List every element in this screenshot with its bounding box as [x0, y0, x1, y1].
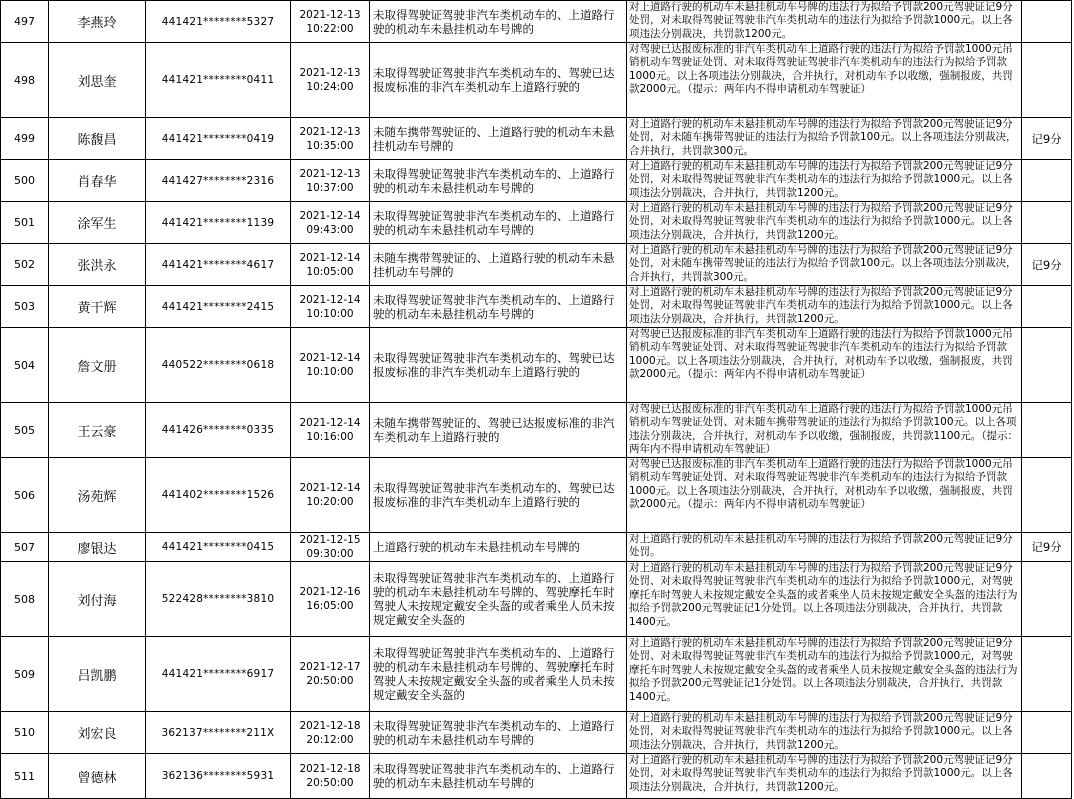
violation-datetime — [291, 637, 370, 712]
violation-description: 未随车携带驾驶证的、驾驶已达报废标准的非汽车类机动车上道路行驶的 — [370, 403, 627, 458]
person-name: 汤苑辉 — [49, 458, 146, 533]
violation-description: 未取得驾驶证驾驶非汽车类机动车的、上道路行驶的机动车未悬挂机动车号牌的 — [370, 1, 627, 43]
id-number: 441402********1526 — [146, 458, 291, 533]
violation-date: 2021-12-13 — [299, 167, 361, 180]
violation-time: 10:24:00 — [306, 81, 354, 93]
table-row — [1, 458, 1072, 533]
violation-description: 未取得驾驶证驾驶非汽车类机动车的、驾驶已达报废标准的非汽车类机动车上道路行驶的 — [370, 43, 627, 118]
table-row — [1, 1, 1072, 43]
violation-description: 未随车携带驾驶证的、上道路行驶的机动车未悬挂机动车号牌的 — [370, 118, 627, 160]
violation-time: 16:05:00 — [306, 600, 354, 612]
violation-description: 未取得驾驶证驾驶非汽车类机动车的、上道路行驶的机动车未悬挂机动车号牌的、驾驶摩托车时驾驶人未按规定戴安全头盔的或者乘坐人员未按规定戴安全头盔的 — [370, 637, 627, 712]
violation-date: 2021-12-14 — [299, 293, 361, 306]
table-row — [1, 403, 1072, 458]
violation-time: 10:37:00 — [306, 181, 354, 194]
violation-time: 20:50:00 — [306, 777, 354, 789]
person-name: 李燕玲 — [49, 1, 146, 43]
remark — [1022, 202, 1072, 244]
row-number: 502 — [1, 244, 49, 286]
row-number: 499 — [1, 118, 49, 160]
person-name: 肖春华 — [49, 160, 146, 202]
id-number: 441421********6917 — [146, 637, 291, 712]
violation-time: 10:20:00 — [306, 496, 354, 508]
person-name: 吕凯鹏 — [49, 637, 146, 712]
violation-description: 未取得驾驶证驾驶非汽车类机动车的、驾驶已达报废标准的非汽车类机动车上道路行驶的 — [370, 328, 627, 403]
row-number: 497 — [1, 1, 49, 43]
penalty-description: 对上道路行驶的机动车未悬挂机动车号牌的违法行为拟给予罚款200元驾驶证记9分处罚，对未取得驾驶证驾驶非汽车类机动车的违法行为拟给予罚款1000元。以上各项违法分别裁决，合并执行，共罚款1200元。 — [627, 286, 1022, 328]
remark — [1022, 754, 1072, 799]
penalty-description: 对驾驶已达报废标准的非汽车类机动车上道路行驶的违法行为拟给予罚款1000元吊销机动车驾驶证处罚、对未取得驾驶证驾驶非汽车类机动车的违法行为拟给予罚款1000元。以上各项违法分别裁决，合并执行，对机动车予以收缴，强制报废，共罚款2000元。（提示：两年内不得申请机动车驾驶证） — [627, 43, 1022, 118]
penalty-description: 对上道路行驶的机动车未悬挂机动车号牌的违法行为拟给予罚款200元驾驶证记9分处罚，对未取得驾驶证驾驶非汽车类机动车的违法行为拟给予罚款1000元。以上各项违法分别裁决，合并执行，共罚款1200元。 — [627, 160, 1022, 202]
penalty-description: 对上道路行驶的机动车未悬挂机动车号牌的违法行为拟给予罚款200元驾驶证记9分处罚，对未随车携带驾驶证的违法行为拟给予罚款100元。以上各项违法分别裁决，合并执行，共罚款300元。 — [627, 244, 1022, 286]
violation-date: 2021-12-15 — [299, 534, 361, 546]
person-name: 刘宏良 — [49, 712, 146, 754]
remark: 记9分 — [1022, 118, 1072, 160]
violation-description: 未取得驾驶证驾驶非汽车类机动车的、上道路行驶的机动车未悬挂机动车号牌的 — [370, 160, 627, 202]
penalty-description: 对上道路行驶的机动车未悬挂机动车号牌的违法行为拟给予罚款200元驾驶证记9分处罚，对未取得驾驶证驾驶非汽车类机动车的违法行为拟给予罚款1000元。以上各项违法分别裁决，合并执行，共罚款1200元。 — [627, 712, 1022, 754]
remark — [1022, 328, 1072, 403]
violation-date: 2021-12-14 — [299, 251, 361, 264]
id-number: 441421********1139 — [146, 202, 291, 244]
remark — [1022, 562, 1072, 637]
penalty-description: 对上道路行驶的机动车未悬挂机动车号牌的违法行为拟给予罚款200元驾驶证记9分处罚、对未取得驾驶证驾驶非汽车类机动车的违法行为拟给予罚款1000元，对驾驶摩托车时驾驶人未按规定戴安全头盔的或者乘坐人员未按规定戴安全头盔的违法行为拟给予罚款200元驾驶证记1分处罚。以上各项违法分别裁决，合并执行，共罚款1400元。 — [627, 562, 1022, 637]
row-number: 508 — [1, 562, 49, 637]
penalty-description: 对上道路行驶的机动车未悬挂机动车号牌的违法行为拟给予罚款200元驾驶证记9分处罚。 — [627, 533, 1022, 562]
id-number: 441421********0419 — [146, 118, 291, 160]
row-number: 501 — [1, 202, 49, 244]
violation-datetime — [291, 533, 370, 562]
violation-date: 2021-12-14 — [299, 209, 361, 222]
violation-time: 10:35:00 — [306, 139, 354, 152]
id-number: 441427********2316 — [146, 160, 291, 202]
violation-date: 2021-12-18 — [299, 763, 361, 775]
remark: 记9分 — [1022, 533, 1072, 562]
id-number: 522428********3810 — [146, 562, 291, 637]
row-number: 509 — [1, 637, 49, 712]
remark — [1022, 403, 1072, 458]
violation-time: 20:50:00 — [306, 675, 354, 687]
violation-datetime — [291, 1, 370, 43]
violation-time: 10:10:00 — [306, 366, 354, 378]
row-number: 498 — [1, 43, 49, 118]
violation-time: 10:16:00 — [306, 431, 354, 443]
row-number: 511 — [1, 754, 49, 799]
violation-time: 10:05:00 — [306, 265, 354, 278]
table-row — [1, 202, 1072, 244]
remark — [1022, 43, 1072, 118]
violation-date: 2021-12-14 — [299, 417, 361, 429]
violation-datetime — [291, 202, 370, 244]
row-number: 500 — [1, 160, 49, 202]
remark — [1022, 1, 1072, 43]
table-row — [1, 118, 1072, 160]
violation-date: 2021-12-18 — [299, 719, 361, 732]
violation-date: 2021-12-13 — [299, 125, 361, 138]
violation-datetime — [291, 458, 370, 533]
violation-date: 2021-12-13 — [299, 67, 361, 79]
table-row — [1, 43, 1072, 118]
violation-date: 2021-12-16 — [299, 586, 361, 598]
penalty-description: 对上道路行驶的机动车未悬挂机动车号牌的违法行为拟给予罚款200元驾驶证记9分处罚，对未取得驾驶证驾驶非汽车类机动车的违法行为拟给予罚款1000元。以上各项违法分别裁决，共罚款1200元。 — [627, 1, 1022, 43]
violation-description: 上道路行驶的机动车未悬挂机动车号牌的 — [370, 533, 627, 562]
remark — [1022, 286, 1072, 328]
penalty-description: 对驾驶已达报废标准的非汽车类机动车上道路行驶的违法行为拟给予罚款1000元吊销机动车驾驶证处罚、对未取得驾驶证驾驶非汽车类机动车的违法行为拟给予罚款1000元。以上各项违法分别裁决，合并执行，对机动车予以收缴，强制报废，共罚款2000元。（提示：两年内不得申请机动车驾驶证） — [627, 328, 1022, 403]
violation-datetime — [291, 160, 370, 202]
violation-description: 未取得驾驶证驾驶非汽车类机动车的、上道路行驶的机动车未悬挂机动车号牌的 — [370, 712, 627, 754]
id-number: 441421********2415 — [146, 286, 291, 328]
table-row — [1, 244, 1072, 286]
person-name: 张洪永 — [49, 244, 146, 286]
remark — [1022, 712, 1072, 754]
violation-description: 未随车携带驾驶证的、上道路行驶的机动车未悬挂机动车号牌的 — [370, 244, 627, 286]
person-name: 黄干辉 — [49, 286, 146, 328]
violation-time: 10:10:00 — [306, 307, 354, 320]
penalty-description: 对上道路行驶的机动车未悬挂机动车号牌的违法行为拟给予罚款200元驾驶证记9分处罚，对未取得驾驶证驾驶非汽车类机动车的违法行为拟给予罚款1000元。以上各项违法分别裁决，合并执行，共罚款1200元。 — [627, 754, 1022, 799]
violation-time: 09:43:00 — [306, 223, 354, 236]
remark — [1022, 637, 1072, 712]
table-row — [1, 286, 1072, 328]
row-number: 506 — [1, 458, 49, 533]
violation-datetime — [291, 712, 370, 754]
id-number: 441426********0335 — [146, 403, 291, 458]
person-name: 刘思奎 — [49, 43, 146, 118]
person-name: 涂军生 — [49, 202, 146, 244]
penalty-description: 对上道路行驶的机动车未悬挂机动车号牌的违法行为拟给予罚款200元驾驶证记9分处罚，对未取得驾驶证驾驶非汽车类机动车的违法行为拟给予罚款1000元。以上各项违法分别裁决，合并执行，共罚款1200元。 — [627, 202, 1022, 244]
person-name: 陈馥昌 — [49, 118, 146, 160]
remark — [1022, 160, 1072, 202]
table-row — [1, 712, 1072, 754]
violation-datetime — [291, 286, 370, 328]
violation-description: 未取得驾驶证驾驶非汽车类机动车的、上道路行驶的机动车未悬挂机动车号牌的 — [370, 754, 627, 799]
table-row — [1, 160, 1072, 202]
id-number: 440522********0618 — [146, 328, 291, 403]
violation-datetime — [291, 754, 370, 799]
penalty-description: 对驾驶已达报废标准的非汽车类机动车上道路行驶的违法行为拟给予罚款1000元吊销机动车驾驶证处罚、对未随车携带驾驶证的违法行为拟给予罚款100元。以上各项违法分别裁决，合并执行，对机动车予以收缴，强制报废，共罚款1100元。（提示：两年内不得申请机动车驾驶证） — [627, 403, 1022, 458]
id-number: 362136********5931 — [146, 754, 291, 799]
violation-datetime — [291, 118, 370, 160]
table-row — [1, 754, 1072, 799]
row-number: 503 — [1, 286, 49, 328]
person-name: 王云豪 — [49, 403, 146, 458]
remark — [1022, 458, 1072, 533]
violation-datetime — [291, 244, 370, 286]
id-number: 441421********0411 — [146, 43, 291, 118]
remark: 记9分 — [1022, 244, 1072, 286]
violation-datetime — [291, 43, 370, 118]
penalty-description: 对上道路行驶的机动车未悬挂机动车号牌的违法行为拟给予罚款200元驾驶证记9分处罚，对未随车携带驾驶证的违法行为拟给予罚款100元。以上各项违法分别裁决，合并执行，共罚款300元。 — [627, 118, 1022, 160]
person-name: 曾德林 — [49, 754, 146, 799]
table-row — [1, 562, 1072, 637]
table-row — [1, 637, 1072, 712]
violation-description: 未取得驾驶证驾驶非汽车类机动车的、上道路行驶的机动车未悬挂机动车号牌的、驾驶摩托车时驾驶人未按规定戴安全头盔的或者乘坐人员未按规定戴安全头盔的 — [370, 562, 627, 637]
table-row — [1, 328, 1072, 403]
row-number: 504 — [1, 328, 49, 403]
violation-time: 10:22:00 — [306, 22, 354, 35]
penalty-description: 对上道路行驶的机动车未悬挂机动车号牌的违法行为拟给予罚款200元驾驶证记9分处罚、对未取得驾驶证驾驶非汽车类机动车的违法行为拟给予罚款1000元，对驾驶摩托车时驾驶人未按规定戴安全头盔的或者乘坐人员未按规定戴安全头盔的违法行为拟给予罚款200元驾驶证记1分处罚。以上各项违法分别裁决，合并执行，共罚款1400元。 — [627, 637, 1022, 712]
table-row — [1, 533, 1072, 562]
violation-date: 2021-12-13 — [299, 8, 361, 21]
violation-date: 2021-12-14 — [299, 482, 361, 494]
id-number: 441421********0415 — [146, 533, 291, 562]
violation-time: 09:30:00 — [306, 548, 354, 560]
violation-datetime — [291, 403, 370, 458]
person-name: 詹文册 — [49, 328, 146, 403]
person-name: 刘付海 — [49, 562, 146, 637]
id-number: 441421********5327 — [146, 1, 291, 43]
row-number: 505 — [1, 403, 49, 458]
person-name: 廖银达 — [49, 533, 146, 562]
violation-description: 未取得驾驶证驾驶非汽车类机动车的、上道路行驶的机动车未悬挂机动车号牌的 — [370, 202, 627, 244]
violation-description: 未取得驾驶证驾驶非汽车类机动车的、上道路行驶的机动车未悬挂机动车号牌的 — [370, 286, 627, 328]
id-number: 362137********211X — [146, 712, 291, 754]
penalty-description: 对驾驶已达报废标准的非汽车类机动车上道路行驶的违法行为拟给予罚款1000元吊销机动车驾驶证处罚、对未取得驾驶证驾驶非汽车类机动车的违法行为拟给予罚款1000元。以上各项违法分别裁决，合并执行，对机动车予以收缴，强制报废，共罚款2000元。（提示：两年内不得申请机动车驾驶证） — [627, 458, 1022, 533]
violation-date: 2021-12-17 — [299, 661, 361, 673]
id-number: 441421********4617 — [146, 244, 291, 286]
row-number: 510 — [1, 712, 49, 754]
table-body — [1, 1, 1072, 799]
violation-datetime — [291, 562, 370, 637]
violation-description: 未取得驾驶证驾驶非汽车类机动车的、驾驶已达报废标准的非汽车类机动车上道路行驶的 — [370, 458, 627, 533]
row-number: 507 — [1, 533, 49, 562]
violation-date: 2021-12-14 — [299, 352, 361, 364]
violation-time: 20:12:00 — [306, 733, 354, 746]
violation-datetime — [291, 328, 370, 403]
